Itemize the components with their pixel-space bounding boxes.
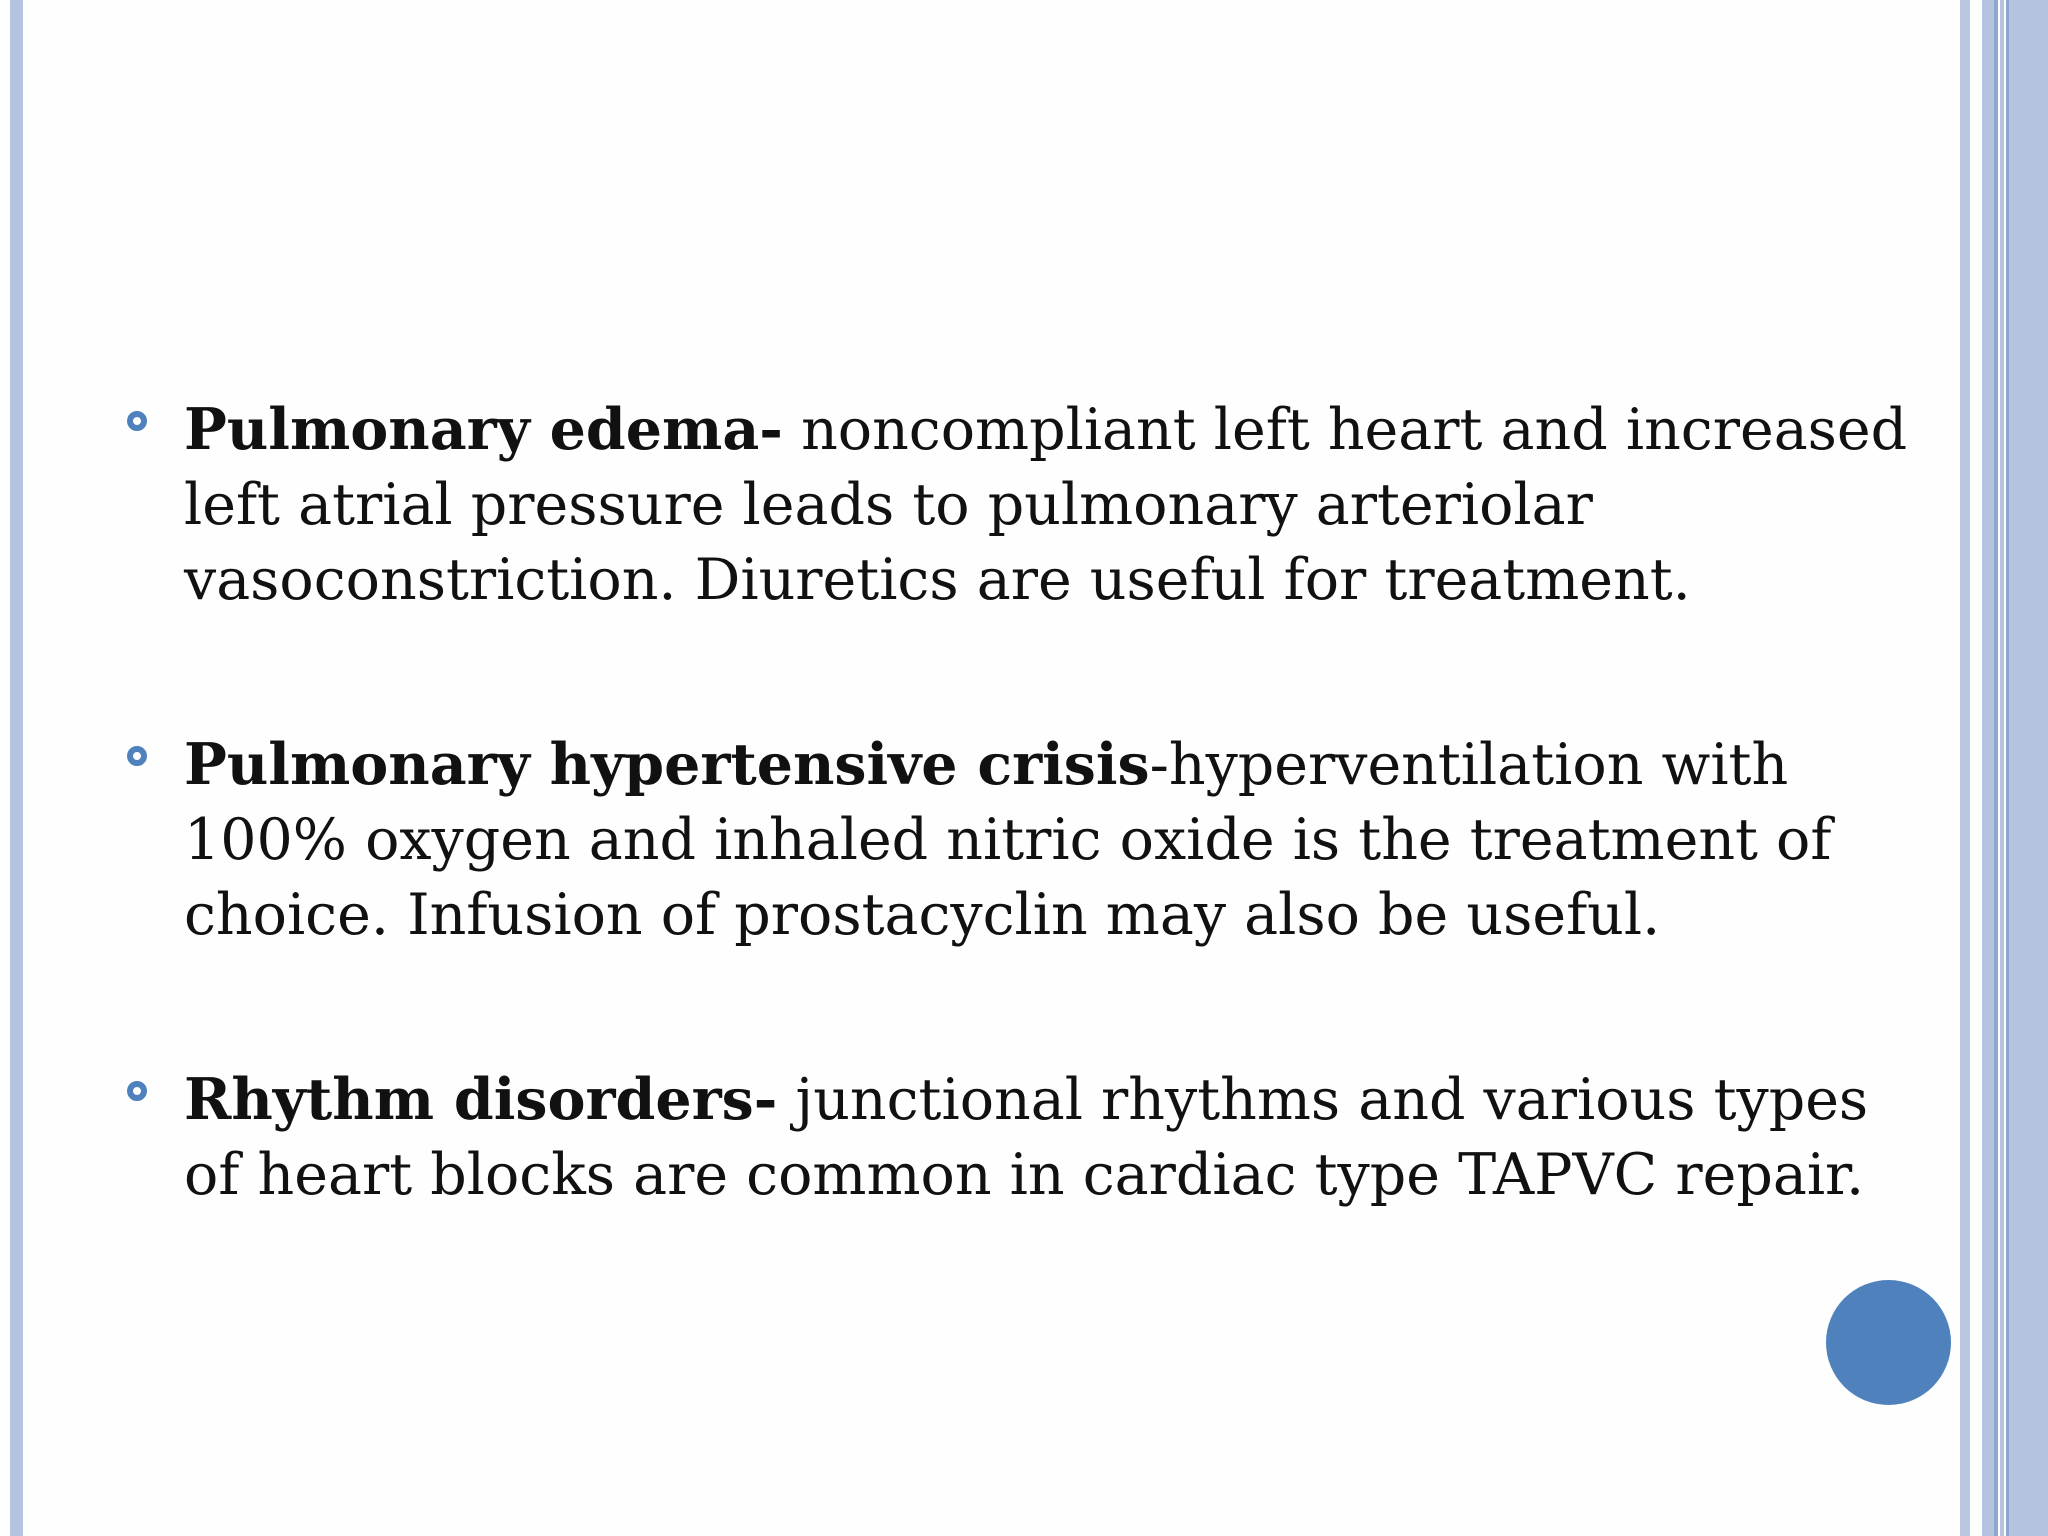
bullet-item-pulmonary-hypertensive-crisis xyxy=(127,727,1927,953)
right-decorative-stripe xyxy=(2000,0,2004,1536)
bullet-text: junctional rhythms and various types of heart blocks are common in cardiac type TAPVC repair. xyxy=(184,1067,1869,1208)
bullet-term: Pulmonary hypertensive crisis xyxy=(184,731,1150,798)
hollow-circle-bullet-icon xyxy=(127,746,147,766)
hollow-circle-bullet-icon xyxy=(127,1081,147,1101)
bullet-item-rhythm-disorders xyxy=(127,1062,1927,1213)
bullet-item-pulmonary-edema xyxy=(127,392,1927,618)
right-decorative-stripe xyxy=(1982,0,1994,1536)
right-decorative-stripe xyxy=(1994,0,1998,1536)
left-decorative-stripe xyxy=(10,0,23,1536)
filled-circle-icon xyxy=(1826,1280,1951,1405)
bullet-term: Pulmonary edema- xyxy=(184,396,783,463)
bullet-text: -hyperventilation with 100% oxygen and inhaled nitric oxide is the treatment of choice. Infusion of prostacyclin may also be useful. xyxy=(184,732,1832,948)
right-decorative-stripe xyxy=(2009,0,2048,1536)
bullet-text: noncompliant left heart and increased left atrial pressure leads to pulmonary arteriolar vasoconstriction. Diuretics are useful for treatment. xyxy=(184,397,1908,613)
bullet-term: Rhythm disorders- xyxy=(184,1066,778,1133)
bullet-list xyxy=(127,392,1927,1213)
hollow-circle-bullet-icon xyxy=(127,411,147,431)
right-decorative-stripe xyxy=(1960,0,1970,1536)
